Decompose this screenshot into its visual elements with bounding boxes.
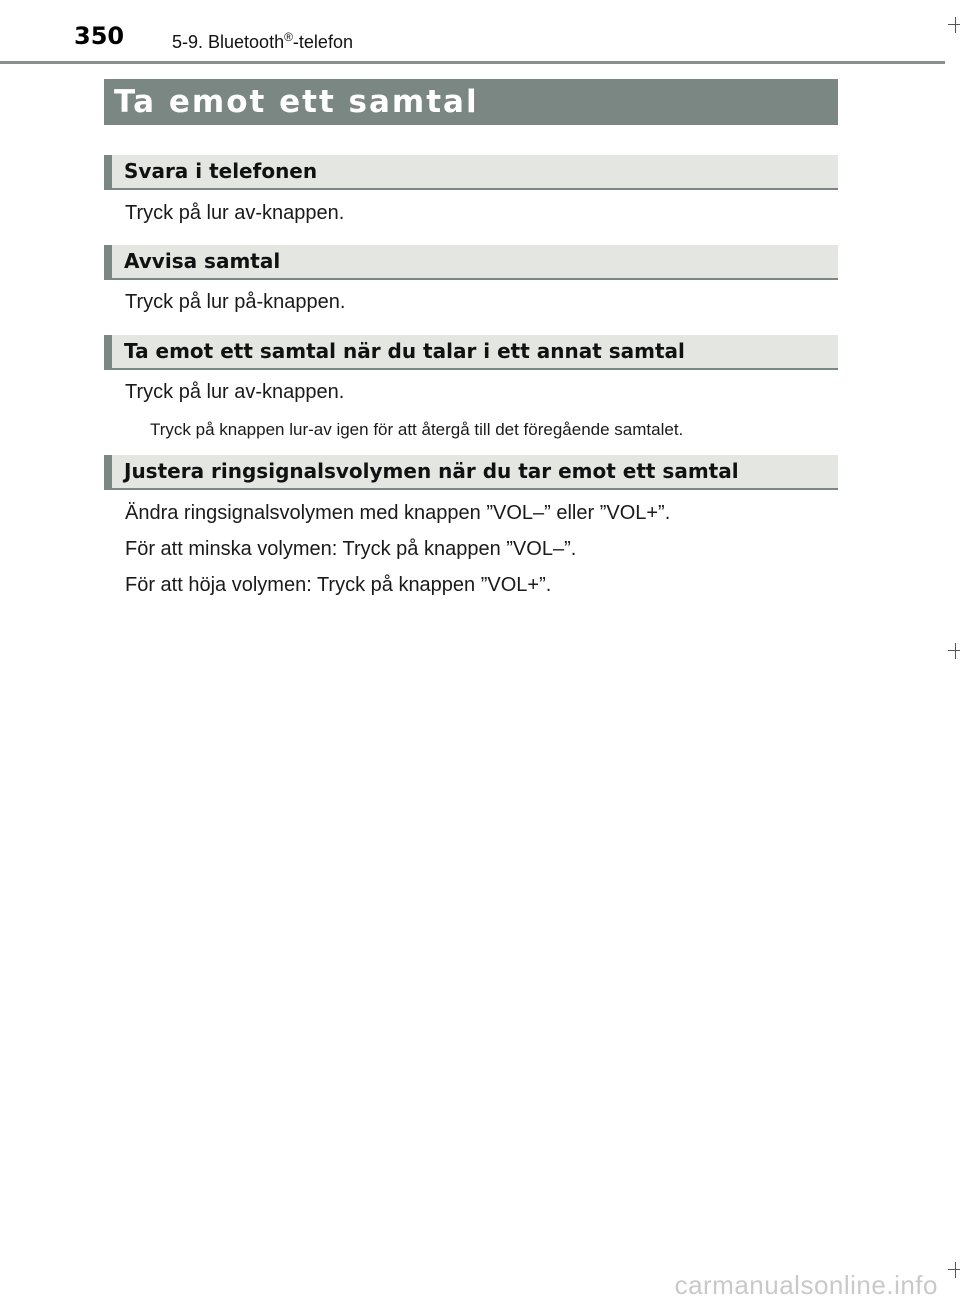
section-heading-ringtone-volume: Justera ringsignalsvolymen när du tar emot ett samtal [104,455,838,490]
chapter-suffix: -telefon [292,32,353,52]
crop-mark-icon [948,1262,960,1278]
registered-mark: ® [284,30,293,44]
crop-mark-icon [948,643,960,659]
chapter-prefix: 5-9. Bluetooth [172,32,285,52]
watermark: carmanualsonline.info [674,1270,938,1300]
section-body-answer: Tryck på lur av-knappen. [125,202,345,224]
crop-mark-icon [948,17,960,33]
section-body-ringtone-volume-2: För att minska volymen: Tryck på knappen ”VOL–”. [125,538,577,560]
header-rule [0,61,945,64]
section-heading-answer: Svara i telefonen [104,155,838,190]
section-body-reject: Tryck på lur på-knappen. [125,291,346,313]
section-body-ringtone-volume-1: Ändra ringsignalsvolymen med knappen ”VOL–” eller ”VOL+”. [125,502,671,524]
page-title: Ta emot ett samtal [104,79,838,125]
section-note-call-waiting: Tryck på knappen lur-av igen för att återgå till det föregående samtalet. [150,420,684,439]
section-heading-reject: Avvisa samtal [104,245,838,280]
section-body-ringtone-volume-3: För att höja volymen: Tryck på knappen ”VOL+”. [125,574,552,596]
section-heading-call-waiting: Ta emot ett samtal när du talar i ett annat samtal [104,335,838,370]
section-body-call-waiting: Tryck på lur av-knappen. [125,381,345,403]
chapter-title [172,30,353,53]
page-number: 350 [74,22,125,50]
